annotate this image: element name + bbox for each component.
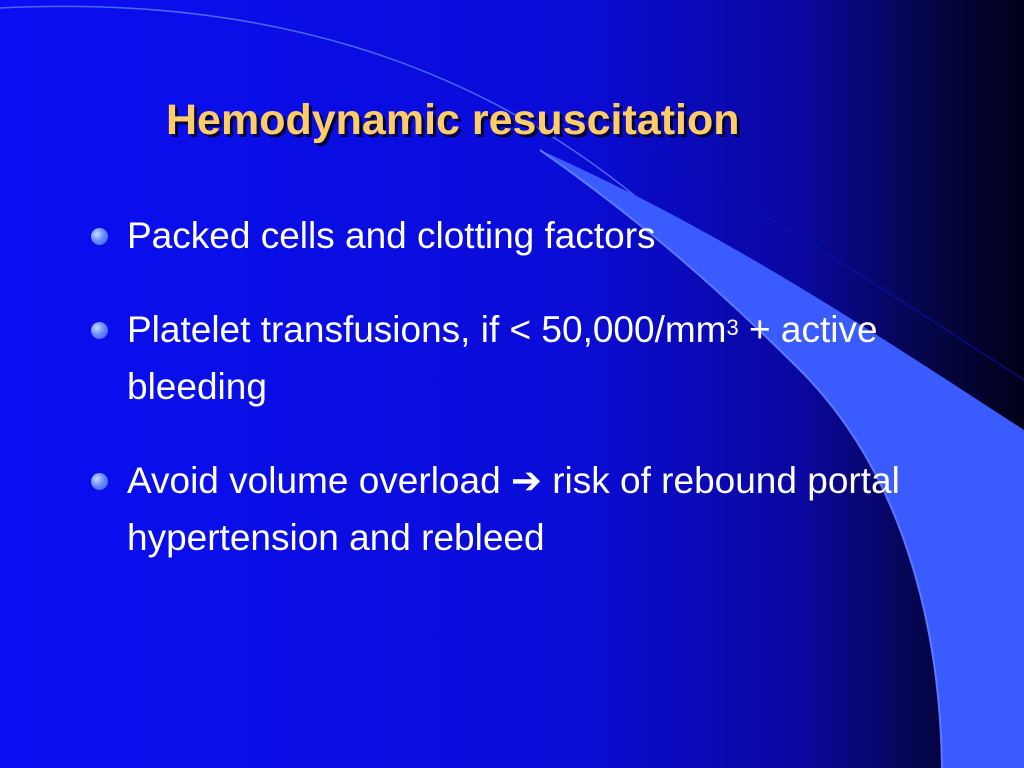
bullet-item	[90, 301, 970, 415]
bullet-text: Avoid volume overload ➔ risk of rebound portal hypertension and rebleed	[127, 460, 900, 558]
bullet-dot-icon	[91, 322, 108, 339]
bullet-list	[90, 207, 970, 603]
bullet-item	[90, 452, 970, 566]
bullet-text-after-sup: + active bleeding	[127, 309, 878, 407]
slide-title: Hemodynamic resuscitation	[166, 96, 740, 144]
superscript: 3	[726, 315, 739, 340]
bullet-text-before-sup: Platelet transfusions, if < 50,000/mm	[127, 309, 727, 350]
bullet-text: Packed cells and clotting factors	[127, 215, 656, 256]
bullet-item	[90, 207, 970, 264]
bullet-dot-icon	[91, 473, 108, 490]
bullet-dot-icon	[91, 228, 108, 245]
